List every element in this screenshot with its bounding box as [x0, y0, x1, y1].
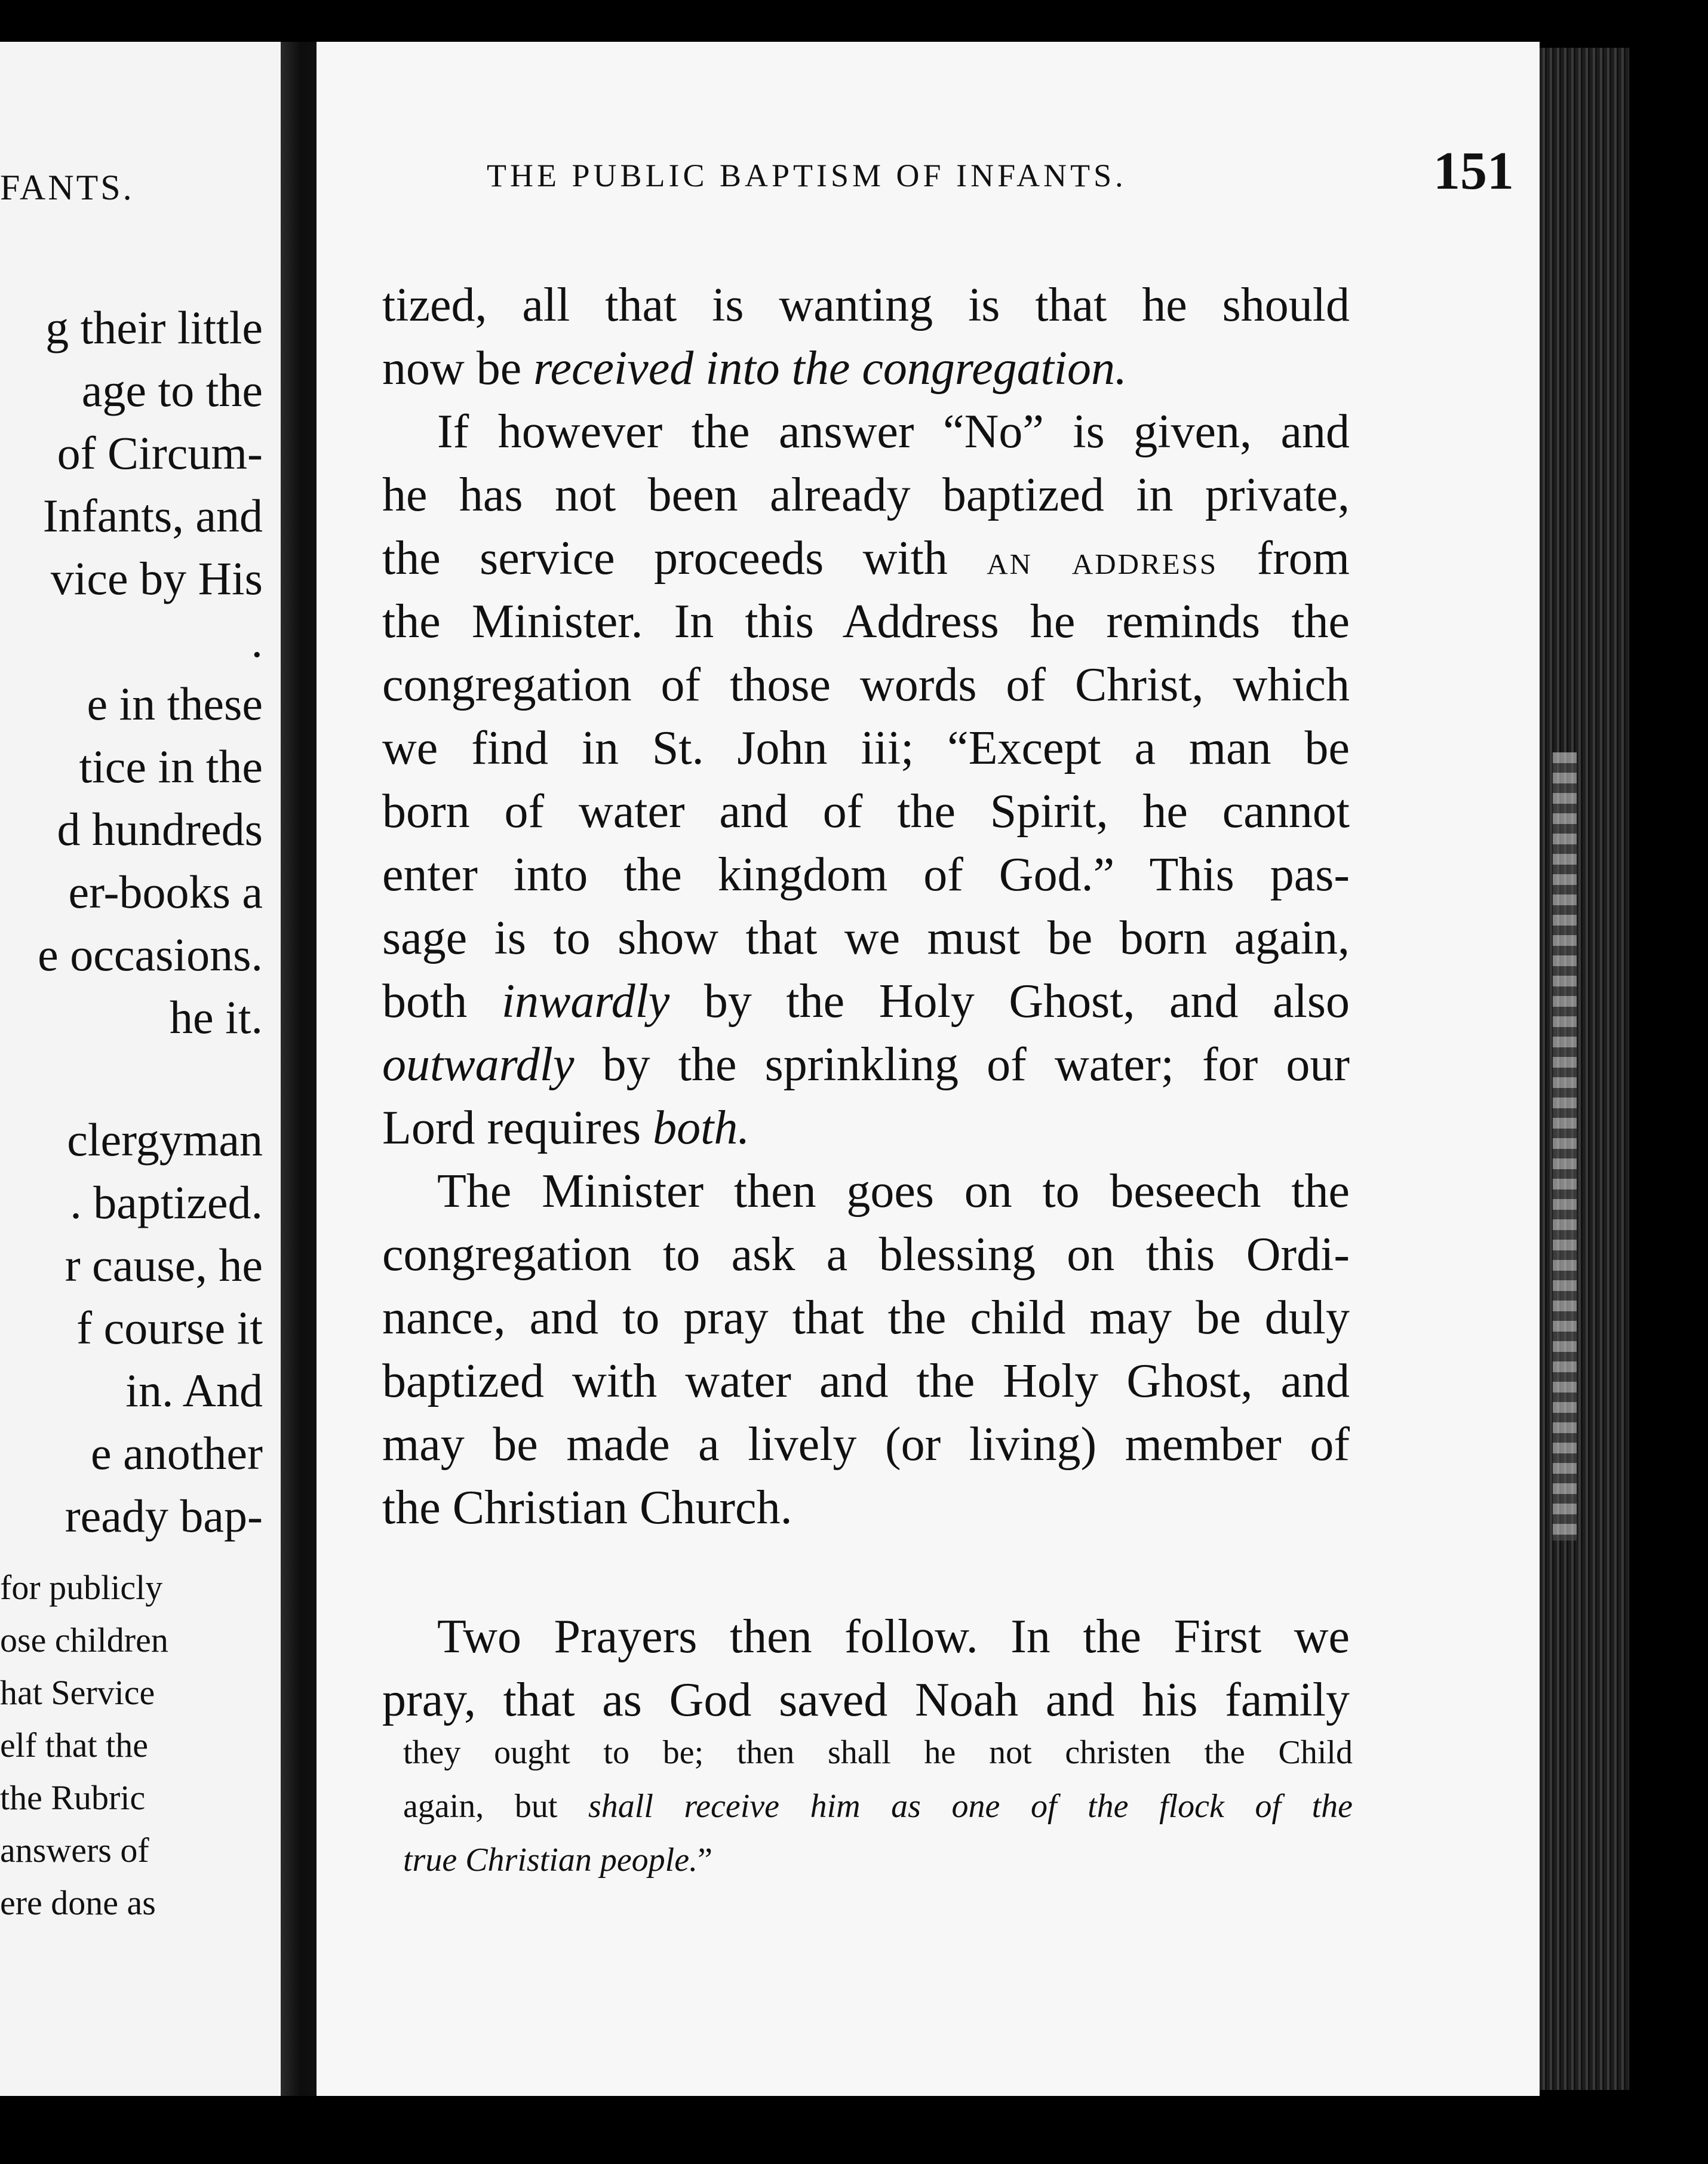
text-line: congregation to ask a blessing on this Ordi- [382, 1228, 1350, 1281]
italic-word: outwardly [382, 1038, 575, 1091]
text-line: enter into the kingdom of God.” This pas- [382, 849, 1350, 901]
right-page [317, 42, 1540, 2096]
text-line: baptized with water and the Holy Ghost, and [382, 1355, 1350, 1407]
body-text [382, 273, 1350, 1732]
left-footnote-line: for publicly [0, 1568, 163, 1607]
paragraph-start: Two Prayers then follow. In the First we [437, 1610, 1350, 1663]
footnote-line: again, but shall receive him as one of the flock of the [403, 1788, 1353, 1825]
left-footnote-line: the Rubric [0, 1778, 146, 1817]
small-caps-phrase: an address [987, 537, 1218, 583]
text-line: we find in St. John iii; “Except a man be [382, 722, 1350, 774]
left-text-line: g their little [45, 302, 263, 354]
left-footnote-line: ere done as [0, 1883, 156, 1922]
left-footnote-line: elf that the [0, 1726, 149, 1765]
text-line: nance, and to pray that the child may be duly [382, 1292, 1350, 1344]
text-line: outwardly by the sprinkling of water; for our [382, 1038, 1350, 1091]
text-line: Lord requires both. [382, 1102, 750, 1154]
text-line: sage is to show that we must be born again, [382, 912, 1350, 964]
text-line: tized, all that is wanting is that he should [382, 279, 1350, 331]
text-line: the Christian Church. [382, 1481, 792, 1534]
text-line: he has not been already baptized in private, [382, 469, 1350, 521]
text-line: born of water and of the Spirit, he cannot [382, 785, 1350, 838]
left-text-line: d hundreds [57, 803, 263, 855]
section-gap [382, 1539, 1350, 1605]
left-footnote-line: ose children [0, 1621, 168, 1659]
library-stamp-on-edge [1553, 752, 1577, 1541]
left-text-line: of Circum- [57, 427, 263, 479]
footnote [403, 1726, 1353, 1887]
page-number: 151 [1433, 142, 1514, 201]
left-text-line: f course it [76, 1302, 263, 1354]
italic-word: inwardly [501, 975, 670, 1028]
left-text-line: e in these [87, 678, 263, 730]
left-text-line: clergyman [67, 1114, 263, 1166]
italic-word: both. [653, 1102, 750, 1154]
left-footnote-line: answers of [0, 1831, 149, 1870]
italic-phrase: true Christian people. [403, 1842, 698, 1879]
text-line: congregation of those words of Christ, which [382, 659, 1350, 711]
italic-phrase: received into the congregation. [533, 342, 1128, 395]
footnote-line: they ought to be; then shall he not christen the Child [403, 1734, 1353, 1771]
left-running-head: FANTS. [0, 168, 134, 207]
left-text-line: ready bap- [64, 1490, 263, 1542]
text-line: the service proceeds with an address from [382, 532, 1350, 585]
footnote-line: true Christian people.” [403, 1842, 712, 1879]
book-gutter [281, 42, 318, 2096]
text-line: pray, that as God saved Noah and his family [382, 1674, 1350, 1726]
left-text-line: in. And [125, 1364, 263, 1416]
left-text-line: tice in the [79, 740, 263, 792]
left-footnote-line: hat Service [0, 1673, 155, 1712]
left-text-line: vice by His [50, 552, 263, 604]
left-text-line: r cause, he [64, 1239, 263, 1291]
text-line: now be received into the congregation. [382, 342, 1128, 395]
text-line: both inwardly by the Holy Ghost, and also [382, 975, 1350, 1028]
left-text-line: . baptized. [70, 1176, 263, 1228]
left-text-line: e another [90, 1427, 263, 1479]
left-text-line: e occasions. [38, 929, 263, 980]
italic-phrase: shall receive him as one of the flock of the [588, 1788, 1353, 1825]
left-facing-page [0, 42, 284, 2096]
left-text-line: . [251, 615, 263, 667]
text-line: may be made a lively (or living) member of [382, 1418, 1350, 1471]
paragraph-start: If however the answer “No” is given, and [437, 405, 1350, 458]
text-line: the Minister. In this Address he reminds the [382, 595, 1350, 648]
running-head-title: THE PUBLIC BAPTISM OF INFANTS. [487, 158, 1127, 193]
left-text-line: age to the [81, 364, 263, 416]
left-text-line: Infants, and [42, 490, 263, 542]
left-text-line: er-books a [68, 866, 263, 918]
paragraph-start: The Minister then goes on to beseech the [437, 1165, 1350, 1218]
left-text-line: he it. [170, 991, 263, 1043]
